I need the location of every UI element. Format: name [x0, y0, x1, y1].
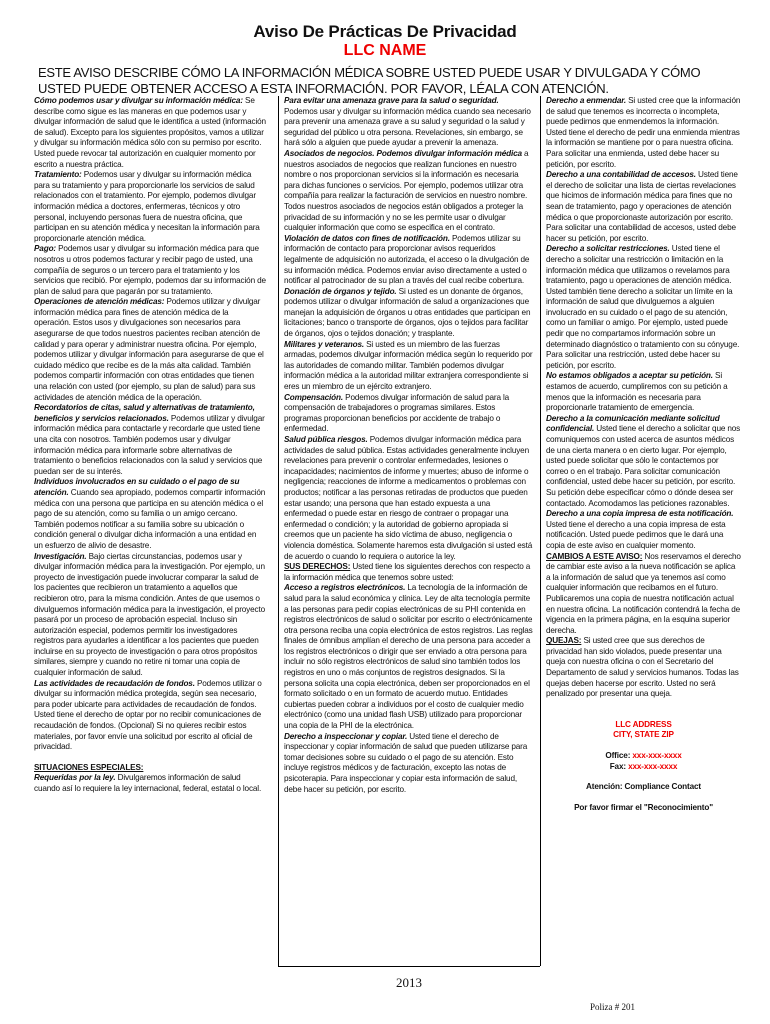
- section-paragraph: [284, 149, 534, 234]
- section-heading: Tratamiento:: [34, 170, 82, 180]
- section-paragraph: [546, 636, 741, 700]
- section-heading: Operaciones de atención médicas:: [34, 297, 165, 307]
- section-paragraph: [284, 583, 534, 731]
- intro-notice: ESTE AVISO DESCRIBE CÓMO LA INFORMACIÓN MÉDICA SOBRE USTED PUEDE USAR Y DIVULGADA Y CÓMO USTED PUEDE OBTENER ACCESO A ESTA INFORMACIÓN. POR FAVOR, LÉALA CON ATENCIÓN.: [38, 65, 701, 96]
- column-divider-1: [278, 96, 279, 966]
- section-heading: No estamos obligados a aceptar su petición.: [546, 371, 713, 381]
- section-text: Se describe como sigue es las maneras en que podemos usar y divulgar información de salud que le identifica a usted (información de salud). Excepto para los siguientes propósitos, vamos a utilizar y divulgar su información médica sólo con su permiso por escrito. Usted puede revocar tal autorización en cualquier momento por escrito a nuestra práctica.: [34, 96, 266, 169]
- section-paragraph: [284, 435, 534, 562]
- section-title: CAMBIOS A ESTE AVISO:: [546, 551, 643, 561]
- section-heading: Derecho a enmendar.: [546, 96, 626, 105]
- contact-block: [546, 710, 741, 814]
- section-heading: Asociados de negocios. Podemos divulgar información médica: [284, 148, 522, 158]
- section-text: Usted tiene el derecho de inspeccionar y copiar información de salud que pueden utilizarse para tomar decisiones sobre su cuidado o el pago de su atención. Esto incluye registros médicos y de facturación, excepto las notas de psicoterapia. Para inspeccionar y copiar esta información de salud, debe hacer su petición, por escrito.: [284, 731, 528, 794]
- section-paragraph: [284, 340, 534, 393]
- section-paragraph: [546, 414, 741, 509]
- address-line-1: LLC ADDRESS: [615, 719, 672, 729]
- section-paragraph: [546, 244, 741, 371]
- section-heading: Salud pública riesgos.: [284, 435, 368, 444]
- section-paragraph: [34, 170, 266, 244]
- section-paragraph: [34, 477, 266, 551]
- section-text: Podemos utilizar y divulgar información médica para fines de atención médica de la operación. Estos usos y divulgaciones son necesarios para asegurarse de que todos nuestros pacientes reciban atención de calidad y para operar y administrar nuestra oficina. Por ejemplo, podemos utilizar y divulgar información para asegurarse de que el cuidado médico que recibe es de la más alta calidad. También podemos compartir información con otras entidades que tienen una relación con usted (por ejemplo, su plan de salud) para sus actividades de atención médica de la operación.: [34, 297, 264, 402]
- section-paragraph: [284, 562, 534, 583]
- section-paragraph: [546, 552, 741, 637]
- section-text: Divulgaremos información de salud cuando así lo requiere la ley internacional, federal, estatal o local.: [34, 773, 262, 793]
- section-text: Usted tiene el derecho a solicitar una restricción o limitación en la información médica que utilizamos o revelamos para tratamiento, pago u operaciones de atención médica. Usted también tiene derecho a solicitar un límite en la información de salud que divulguemos a alguien involucrado en su cuidado o el pago de su atención, como un familiar o amigo. Por ejemplo, usted puede pedir que no compartamos información sobre un determinado diagnóstico o tratamiento con su cónyuge. Para solicitar una restricción, usted debe hacer su petición, por escrito.: [546, 244, 740, 370]
- section-text: La tecnología de la información de salud para la salud económica y clínica. Ley de alta tecnología permite a las personas para pedir copias electrónicas de su PHI contenida en registros electrónicos de salud o solicitar por escrito o electrónicamente otra persona reciba una copia electrónica de estos registros. Las reglas finales de ómnibus amplían el derecho de una persona para acceder a los registros electrónicos o dirigir que ser enviado a otra persona para incluir no sólo registros electrónicos de salud sino también todos los registros en uno o más conjuntos de registros designados. Si la persona solicita una copia electrónica, deben ser proporcionados en el formato solicitado o en un formato de acuerdo mutuo. Entidades cubiertas pueden cobrar a individuos por el costo de cualquier medio electrónico (como una unidad flash USB) utilizado para proporcionar una copia de la PHI de la electrónica.: [284, 583, 533, 731]
- section-heading: Individuos involucrados en su cuidado o el pago de su atención.: [34, 477, 240, 497]
- section-text: Cuando sea apropiado, podemos compartir información médica con una persona que participa en su atención médica o el pago de su atención, como su familia o un amigo cercano. También podemos notificar a su familia sobre su ubicación o condición general o divulgar dicha información a una entidad en un esfuerzo de alivio de desastre.: [34, 487, 266, 550]
- section-text: Si usted es un donante de órganos, podemos utilizar o divulgar información de salud a organizaciones que manejan la adquisición de órganos u otras entidades que participan en licitaciones; banco o transporte de órganos, ojos o tejidos para facilitar de órganos, ojos o tejidos donación; y trasplante.: [284, 286, 531, 339]
- office-phone: xxx-xxx-xxxx: [632, 751, 682, 761]
- section-text: Podemos utilizar o divulgar su información médica protegida, según sea necesario, para poder ubicarte para actividades de recaudación de fondos. Usted tiene el derecho de optar por no recibir comunicaciones de recaudación de fondos. (Opcional) Si no quieres recibir estos materiales, por favor envíe una solicitud por escrito al oficial de privacidad.: [34, 678, 262, 752]
- section-text: Si estamos de acuerdo, cumpliremos con su petición a menos que la información es necesaria para proporcionarle tratamiento de emergencia.: [546, 371, 728, 413]
- section-heading: Cómo podemos usar y divulgar su información médica:: [34, 96, 243, 105]
- section-heading: Pago:: [34, 244, 56, 254]
- section-text: Usted tiene el derecho a solicitar que nos comuniquemos con usted acerca de asuntos médicos de una cierta manera o en cierto lugar. Por ejemplo, usted puede solicitar que sólo le contactemos por correo o en el trabajo. Para solicitar comunicación confidencial, usted debe hacer su petición, por escrito. Su petición debe especificar cómo o dónde desea ser contactado. Acomodamos las peticiones razonables.: [546, 424, 741, 508]
- section-paragraph: [546, 371, 741, 413]
- fax-label: Fax:: [609, 761, 626, 771]
- section-paragraph: [34, 403, 266, 477]
- office-label: Office:: [605, 751, 631, 761]
- section-text: Podemos utilizar su información de contacto para proporcionar avisos requeridos legalmente de adquisición no autorizada, el acceso o la divulgación de su información médica. Podemos enviar aviso directamente a usted o notificar al patrocinador de su plan a través del cual recibe cobertura.: [284, 233, 530, 286]
- section-heading: Requeridas por la ley.: [34, 773, 116, 783]
- section-text: Podemos divulgar información médica para actividades de salud pública. Estas actividades generalmente incluyen revelaciones para prevenir o controlar enfermedades, lesiones o incapacidades; nacimientos de informe y muertes; abuso de informe o negligencia; reacciones de informe a medicamentos o problemas con productos; notificar a las personas retiradas de productos que pueden estar usando; una persona que han estado expuesta a una enfermedad o puede estar en riesgo de contraer o propagar una enfermedad o condición; y la autoridad de gobierno apropiada si creemos que un paciente ha sido víctima de abuso, negligencia o violencia doméstica. Solamente haremos esta divulgación si usted está de acuerdo o cuando lo requiera o autorice la ley.: [284, 435, 533, 561]
- section-paragraph: [34, 773, 266, 794]
- section-paragraph: [284, 234, 534, 287]
- footer-rule: [278, 966, 540, 967]
- section-title: QUEJAS:: [546, 636, 582, 646]
- section-text: Si usted cree que sus derechos de privacidad han sido violados, puede presentar una queja con nuestra oficina o con el Secretario del Departamento de salud y servicios humanos. Todas las quejas deben hacerse por escrito. Usted no será penalizado por presentar una queja.: [546, 636, 739, 699]
- section-heading: Recordatorios de citas, salud y alternativas de tratamiento, beneficios y servicios relacionados.: [34, 403, 255, 423]
- section-paragraph: [284, 96, 534, 149]
- section-paragraph: [34, 552, 266, 679]
- section-text: Podemos divulgar información de salud para la compensación de trabajadores o programas similares. Estos programas proporcionan beneficios por accidente de trabajo o enfermedad.: [284, 392, 510, 434]
- section-heading: Derecho a inspeccionar y copiar.: [284, 731, 408, 741]
- section-text: Usted tiene los siguientes derechos con respecto a la información médica que tenemos sobre usted:: [284, 562, 531, 582]
- address-line-2: CITY, STATE ZIP: [613, 730, 674, 740]
- footer-year: 2013: [396, 975, 422, 990]
- section-text: Usted tiene el derecho a una copia impresa de esta notificación. Usted puede pedirnos que le dará una copia de este aviso en cualquier momento.: [546, 519, 726, 550]
- section-heading: Para evitar una amenaza grave para la salud o seguridad.: [284, 96, 499, 105]
- section-heading: Acceso a registros electrónicos.: [284, 583, 406, 593]
- section-paragraph: [284, 393, 534, 435]
- footer-policy-number: Poliza # 201: [590, 1002, 635, 1012]
- section-heading: Donación de órganos y tejido.: [284, 286, 397, 296]
- section-text: Usted tiene el derecho de solicitar una lista de ciertas revelaciones que hicimos de información médica para fines que no sean de tratamiento, pago y operaciones de atención médica o que proporcionaste autorización por escrito. Para solicitar una contabilidad de accesos, usted debe hacer su petición, por escrito.: [546, 170, 738, 243]
- section-paragraph: [284, 287, 534, 340]
- page-title: Aviso De Prácticas De Privacidad: [253, 22, 517, 41]
- section-paragraph: [34, 244, 266, 297]
- section-paragraph: [34, 297, 266, 403]
- section-heading: Compensación.: [284, 392, 344, 402]
- section-heading: Derecho a una copia impresa de esta notificación.: [546, 509, 734, 519]
- sign-acknowledgement-note: Por favor firmar el "Reconocimiento": [574, 802, 713, 812]
- section-text: a nuestros asociados de negocios que realizan funciones en nuestro nombre o nos proporcionan servicios si la información es necesaria para dichas funciones o servicios. Por ejemplo, podemos utilizar otra compañía para realizar la facturación de servicios en nuestro nombre. Todos nuestros asociados de negocios están obligados a proteger la privacidad de su información y no se les permite usar o divulgar cualquier información que como se especifica en el contrato.: [284, 148, 529, 233]
- column-2: [284, 96, 534, 960]
- section-paragraph: [34, 679, 266, 753]
- attention-line: Atención: Compliance Contact: [586, 782, 701, 792]
- section-text: Si usted cree que la información de salud que tenemos es incorrecta o incompleta, puede pedirnos que enmendemos la información. Usted tiene el derecho de pedir una enmienda mientras la información se mantiene por o para nuestra oficina. Para solicitar una enmienda, usted debe hacer su petición, por escrito.: [546, 96, 741, 169]
- section-heading: Investigación.: [34, 551, 87, 561]
- section-paragraph: [284, 732, 534, 796]
- section-text: Si usted es un miembro de las fuerzas armadas, podemos divulgar información médica según lo requerido por las autoridades de comando militar. También podemos divulgar información médica a la autoridad militar extranjera correspondiente si eres un miembro de un ejército extranjero.: [284, 339, 533, 392]
- section-text: Podemos usar y divulgar su información médica cuando sea necesario para prevenir una amenaza grave a su salud y seguridad o la salud y seguridad del público u otra persona. Revelaciones, sin embargo, se hará sólo a alguien que puede ayudar a prevenir la amenaza.: [284, 106, 531, 148]
- section-text: Podemos usar y divulgar su información médica para su tratamiento y para proporcionarle los servicios de salud relacionados con el tratamiento. Por ejemplo, podemos divulgar información médica a doctores, enfermeras, técnicos y otro personal, incluyendo personas fuera de nuestra oficina, que participan en su atención médica y necesitan la información para proporcionarle atención médica.: [34, 170, 260, 243]
- column-3: [546, 96, 741, 813]
- section-heading: Derecho a una contabilidad de accesos.: [546, 170, 696, 180]
- section-text: Podemos utilizar y divulgar información médica para contactarle y recordarle que usted tiene una cita con nosotros. También podemos usar y divulgar información médica para informarle sobre alternativas de tratamiento o beneficios relacionados con la salud y servicios que puedan ser de su interés.: [34, 413, 265, 476]
- section-text: Podemos usar y divulgar su información médica para que nosotros u otros podemos facturar y recibir pago de usted, una compañía de seguros o un tercero para el tratamiento y los servicios que recibió. Por ejemplo, podemos dar su información de plan de salud para que pagarán por su tratamiento.: [34, 244, 266, 296]
- special-situations-title: SITUACIONES ESPECIALES:: [34, 762, 144, 772]
- company-name: LLC NAME: [343, 42, 427, 59]
- section-paragraph: [546, 170, 741, 244]
- section-paragraph: [546, 96, 741, 170]
- section-text: Bajo ciertas circunstancias, podemos usar y divulgar información médica para la investigación. Por ejemplo, un proyecto de investigación puede involucrar comparar la salud de los pacientes que recibieron un tratamiento a aquellos que recibieron otro, para la misma condición. Antes de que usemos o divulguemos información médica para la investigación, el proyecto pasará por un proceso de aprobación especial. Incluso sin autorización especial, podemos permitir los investigadores registros para ayudarles a identificar a los pacientes que pueden incluirse en su proyecto de investigación o para otros propósitos similares, siempre y cuando no retire ni tomar una copia de cualquier información de salud.: [34, 551, 265, 678]
- section-heading: Las actividades de recaudación de fondos.: [34, 678, 195, 688]
- section-title: SUS DERECHOS:: [284, 562, 351, 572]
- section-heading: Violación de datos con fines de notificación.: [284, 233, 450, 243]
- section-text: Nos reservamos el derecho de cambiar este aviso a la nueva notificación se aplica a la información de salud que ya tenemos así como cualquier información que recibamos en el futuro. Publicaremos una copia de nuestra notificación actual en nuestra oficina. La notificación contendrá la fecha de vigencia en la primera página, en la esquina superior derecha.: [546, 551, 741, 635]
- section-heading: Derecho a la comunicación mediante solicitud confidencial.: [546, 413, 720, 434]
- section-heading: Militares y veteranos.: [284, 339, 364, 349]
- column-1: [34, 96, 266, 795]
- section-paragraph: [34, 96, 266, 170]
- column-divider-2: [540, 96, 541, 966]
- section-heading: Derecho a solicitar restricciones.: [546, 244, 670, 254]
- section-paragraph: [546, 509, 741, 551]
- fax-number: xxx-xxx-xxxx: [628, 761, 678, 771]
